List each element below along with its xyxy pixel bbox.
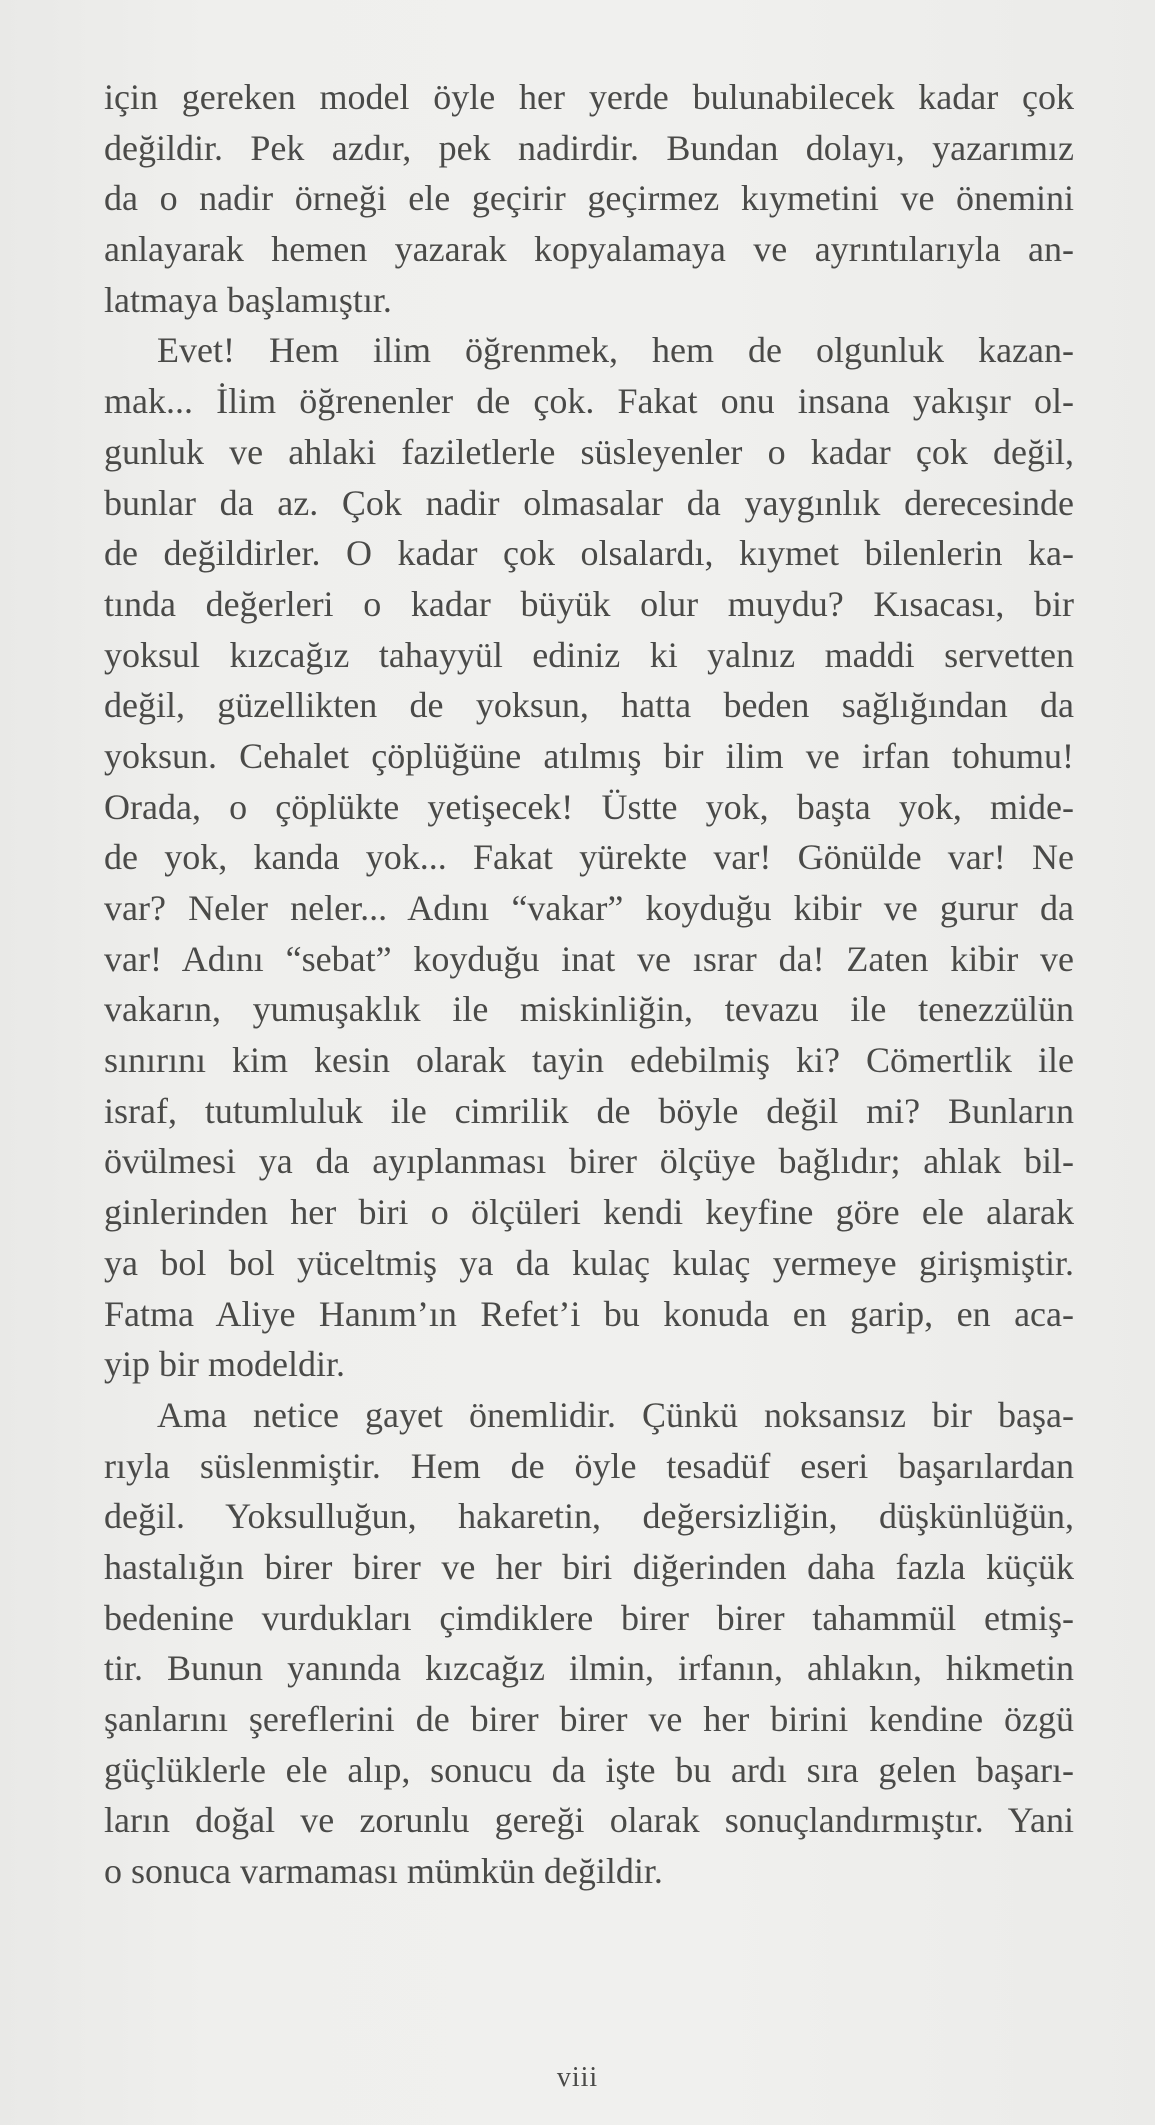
text-line: yip bir modeldir. bbox=[104, 1344, 345, 1385]
text-line: ların doğal ve zorunlu gereği olarak sonuçlandırmıştır. Yani bbox=[104, 1800, 1074, 1841]
paragraph bbox=[104, 1390, 1074, 1897]
text-line: rıyla süslenmiştir. Hem de öyle tesadüf eseri başarılardan bbox=[104, 1445, 1074, 1486]
text-line: bunlar da az. Çok nadir olmasalar da yaygınlık derecesinde bbox=[104, 482, 1074, 523]
text-line: ya bol bol yüceltmiş ya da kulaç kulaç yermeye girişmiştir. bbox=[104, 1242, 1074, 1283]
text-line: yoksul kızcağız tahayyül ediniz ki yalnız maddi servetten bbox=[104, 634, 1074, 675]
text-line: israf, tutumluluk ile cimrilik de böyle değil mi? Bunların bbox=[104, 1090, 1074, 1131]
text-line: latmaya başlamıştır. bbox=[104, 279, 392, 320]
text-line: Fatma Aliye Hanım’ın Refet’i bu konuda en garip, en aca- bbox=[104, 1293, 1074, 1334]
body-text bbox=[104, 72, 1074, 1897]
text-line: var? Neler neler... Adını “vakar” koyduğu kibir ve gurur da bbox=[104, 888, 1074, 928]
paragraph bbox=[104, 72, 1074, 325]
text-line: vakarın, yumuşaklık ile miskinliğin, tevazu ile tenezzülün bbox=[104, 989, 1074, 1030]
page-number: viii bbox=[556, 2062, 599, 2093]
text-line: övülmesi ya da ayıplanması birer ölçüye bağlıdır; ahlak bil- bbox=[104, 1141, 1074, 1182]
text-line: Ama netice gayet önemlidir. Çünkü noksansız bir başa- bbox=[157, 1394, 1074, 1435]
text-line: mak... İlim öğrenenler de çok. Fakat onu insana yakışır ol- bbox=[104, 381, 1074, 422]
text-line: de değildirler. O kadar çok olsalardı, kıymet bilenlerin ka- bbox=[104, 533, 1074, 574]
text-line: Evet! Hem ilim öğrenmek, hem de olgunluk kazan- bbox=[157, 330, 1074, 371]
text-line: Orada, o çöplükte yetişecek! Üstte yok, başta yok, mide- bbox=[104, 786, 1074, 827]
text-line: yoksun. Cehalet çöplüğüne atılmış bir ilim ve irfan tohumu! bbox=[104, 735, 1074, 776]
text-line: şanlarını şereflerini de birer birer ve her birini kendine özgü bbox=[104, 1699, 1074, 1739]
text-line: sınırını kim kesin olarak tayin edebilmiş ki? Cömertlik ile bbox=[104, 1040, 1074, 1081]
text-line: bedenine vurdukları çimdiklere birer birer tahammül etmiş- bbox=[104, 1597, 1074, 1638]
text-line: tında değerleri o kadar büyük olur muydu? Kısacası, bir bbox=[104, 583, 1074, 624]
text-line: o sonuca varmaması mümkün değildir. bbox=[104, 1851, 663, 1892]
text-line: gunluk ve ahlaki faziletlerle süsleyenler o kadar çok değil, bbox=[104, 431, 1074, 472]
text-line: var! Adını “sebat” koyduğu inat ve ısrar da! Zaten kibir ve bbox=[104, 938, 1074, 979]
text-line: değildir. Pek azdır, pek nadirdir. Bundan dolayı, yazarımız bbox=[104, 127, 1074, 168]
text-line: da o nadir örneği ele geçirir geçirmez kıymetini ve önemini bbox=[104, 178, 1074, 219]
text-line: güçlüklerle ele alıp, sonucu da işte bu ardı sıra gelen başarı- bbox=[104, 1749, 1074, 1790]
text-line: değil, güzellikten de yoksun, hatta beden sağlığından da bbox=[104, 685, 1074, 726]
text-line: de yok, kanda yok... Fakat yürekte var! Gönülde var! Ne bbox=[104, 837, 1074, 878]
text-line: anlayarak hemen yazarak kopyalamaya ve ayrıntılarıyla an- bbox=[104, 229, 1074, 270]
text-line: ginlerinden her biri o ölçüleri kendi keyfine göre ele alarak bbox=[104, 1192, 1074, 1233]
text-line: için gereken model öyle her yerde bulunabilecek kadar çok bbox=[104, 77, 1074, 117]
text-line: değil. Yoksulluğun, hakaretin, değersizliğin, düşkünlüğün, bbox=[104, 1496, 1074, 1537]
paragraph bbox=[104, 325, 1074, 1389]
text-line: tir. Bunun yanında kızcağız ilmin, irfanın, ahlakın, hikmetin bbox=[104, 1648, 1074, 1689]
text-line: hastalığın birer birer ve her biri diğerinden daha fazla küçük bbox=[104, 1546, 1074, 1587]
